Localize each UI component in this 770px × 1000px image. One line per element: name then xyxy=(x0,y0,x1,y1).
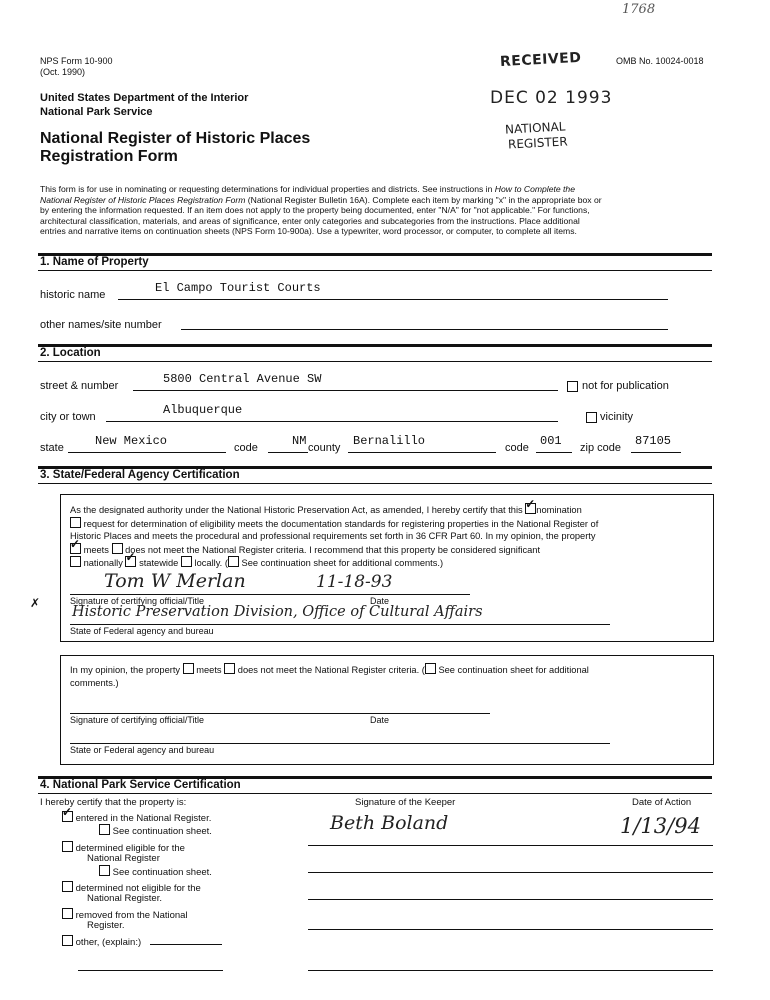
section2-heading: 2. Location xyxy=(40,347,101,359)
removed-label-2: Register. xyxy=(87,920,125,931)
see-continuation-label: See continuation sheet. xyxy=(112,867,212,878)
historic-name-value[interactable]: El Campo Tourist Courts xyxy=(155,281,321,295)
determined-eligible-label: determined eligible for the xyxy=(75,843,185,854)
vicinity-label: vicinity xyxy=(600,411,634,423)
date-label: Date xyxy=(370,596,390,606)
not-eligible-label-2: National Register. xyxy=(87,893,162,904)
opinion-text-part: comments.) xyxy=(70,677,119,688)
service-name: National Park Service xyxy=(40,106,153,118)
see-continuation-checkbox-2[interactable] xyxy=(99,865,110,876)
opinion-continuation-checkbox[interactable] xyxy=(425,663,436,674)
not-eligible-label: determined not eligible for the xyxy=(75,883,201,894)
determined-eligible-label-2: National Register xyxy=(87,853,160,864)
request-determination-checkbox[interactable] xyxy=(70,517,81,528)
agency-handwritten: Historic Preservation Division, Office of Cultural Affairs xyxy=(72,604,483,620)
agency-line-2 xyxy=(70,743,610,744)
instr-text: This form is for use in nominating or requesting determinations for individual properties and districts. See instructions in xyxy=(40,184,495,194)
cert-text: does not meet the National Register criteria. I recommend that this property be considered significant xyxy=(125,544,541,555)
locally-label: locally. ( xyxy=(194,558,228,569)
other-names-label: other names/site number xyxy=(40,319,162,331)
does-not-meet-checkbox[interactable] xyxy=(112,543,123,554)
instr-text: by entering the information requested. If an item does not apply to the property being documented, enter "N/A" for "not applicable." For functions, xyxy=(40,205,590,215)
section3-heading: 3. State/Federal Agency Certification xyxy=(40,469,240,481)
omb-number: OMB No. 10024-0018 xyxy=(616,56,704,66)
signature-label-2: Signature of certifying official/Title xyxy=(70,715,205,725)
county-code-label: code xyxy=(505,442,529,454)
margin-mark: ✗ xyxy=(30,596,41,610)
zip-label: zip code xyxy=(580,442,621,454)
keeper-line-3 xyxy=(308,899,713,900)
meets-checkbox[interactable] xyxy=(70,543,81,554)
vicinity-checkbox[interactable] xyxy=(586,412,597,423)
agency-label-2: State or Federal agency and bureau xyxy=(70,745,215,755)
nationally-label: nationally xyxy=(83,558,123,569)
keeper-line-5 xyxy=(308,970,713,971)
stamp-national: NATIONAL xyxy=(504,119,566,137)
action-date-value: 1/13/94 xyxy=(620,814,701,838)
nomination-label: nomination xyxy=(536,505,582,515)
meets-label: meets xyxy=(83,544,109,555)
zip-value[interactable]: 87105 xyxy=(635,434,672,448)
keeper-label: Signature of the Keeper xyxy=(355,797,456,808)
agency-line xyxy=(70,624,610,625)
opinion-text-part: does not meet the National Register criteria. ( xyxy=(237,665,425,675)
nomination-checkbox[interactable] xyxy=(525,503,536,514)
locally-checkbox[interactable] xyxy=(181,556,192,567)
entered-checkbox[interactable] xyxy=(62,811,73,822)
instr-text: entries and narrative items on continuation sheets (NPS Form 10-900a). Use a typewriter, word processor, or computer, to complete all items. xyxy=(40,226,577,236)
city-line xyxy=(106,421,558,422)
historic-name-line xyxy=(118,299,668,300)
street-value[interactable]: 5800 Central Avenue SW xyxy=(163,372,322,386)
signature-line xyxy=(70,594,470,595)
corner-note: 1768 xyxy=(622,2,656,17)
statewide-checkbox[interactable] xyxy=(125,556,136,567)
street-line xyxy=(133,390,558,391)
state-label: state xyxy=(40,442,64,454)
section-rule xyxy=(38,483,712,484)
continuation-checkbox[interactable] xyxy=(228,556,239,567)
other-names-line xyxy=(181,329,668,330)
state-code-line xyxy=(268,452,308,453)
not-for-publication-checkbox[interactable] xyxy=(567,381,578,392)
signature-label: Signature of certifying official/Title xyxy=(70,596,205,606)
signature-line-2 xyxy=(70,713,490,714)
keeper-signature: Beth Boland xyxy=(330,812,449,834)
zip-line xyxy=(631,452,681,453)
section4-heading: 4. National Park Service Certification xyxy=(40,779,241,791)
opinion-meets-checkbox[interactable] xyxy=(183,663,194,674)
cert-text: Historic Places and meets the procedural and professional requirements set forth in 36 CFR Part 60. In my opinion, the property xyxy=(70,531,596,542)
state-code-label: code xyxy=(234,442,258,454)
other-explain-line xyxy=(150,944,222,945)
received-stamp: RECEIVED xyxy=(499,49,582,71)
county-label: county xyxy=(308,442,341,454)
city-value[interactable]: Albuquerque xyxy=(163,403,243,417)
certification-text xyxy=(70,503,598,570)
city-label: city or town xyxy=(40,411,96,423)
department-name: United States Department of the Interior xyxy=(40,92,249,104)
instructions xyxy=(40,184,730,237)
other-explain-line-2 xyxy=(78,970,223,971)
certify-label: I hereby certify that the property is: xyxy=(40,797,187,808)
see-continuation-label: See continuation sheet. xyxy=(112,826,212,837)
instr-text: (National Register Bulletin 16A). Complete each item by marking "x" in the appropriate box or xyxy=(245,194,602,205)
instr-text: architectural classification, materials, and areas of significance, enter only categories and subcategories from the instructions. Place additional xyxy=(40,215,580,226)
determined-eligible-checkbox[interactable] xyxy=(62,841,73,852)
removed-checkbox[interactable] xyxy=(62,908,73,919)
see-continuation-checkbox-1[interactable] xyxy=(99,824,110,835)
form-number: NPS Form 10-900 xyxy=(40,56,113,66)
entered-label: entered in the National Register. xyxy=(75,813,212,824)
date-label-2: Date xyxy=(370,715,390,725)
historic-name-label: historic name xyxy=(40,289,106,301)
form-date: (Oct. 1990) xyxy=(40,67,86,77)
stamp-date: DEC 02 1993 xyxy=(490,88,613,108)
opinion-not-meet-checkbox[interactable] xyxy=(224,663,235,674)
street-label: street & number xyxy=(40,380,119,392)
keeper-line-2 xyxy=(308,872,713,873)
certifying-signature: Tom W Merlan xyxy=(104,570,246,592)
form-id xyxy=(40,56,113,78)
nationally-checkbox[interactable] xyxy=(70,556,81,567)
section1-heading: 1. Name of Property xyxy=(40,256,149,268)
cert-text: request for determination of eligibility meets the documentation standards for registering properties in the National Register of xyxy=(83,518,599,529)
title-line-2: Registration Form xyxy=(40,148,178,165)
section-rule xyxy=(38,361,712,362)
instr-italic: National Register of Historic Places Registration Form xyxy=(40,194,246,205)
section-rule xyxy=(38,793,712,794)
removed-label: removed from the National xyxy=(75,910,188,921)
county-code-value[interactable]: 001 xyxy=(540,434,562,448)
county-value[interactable]: Bernalillo xyxy=(353,434,426,448)
state-line xyxy=(68,452,226,453)
opinion-text-part: See continuation sheet for additional xyxy=(438,665,589,675)
title-line-1: National Register of Historic Places xyxy=(40,130,311,147)
other-label: other, (explain:) xyxy=(75,937,142,948)
agency-label: State of Federal agency and bureau xyxy=(70,626,214,636)
section-rule xyxy=(38,270,712,271)
stamp-register: REGISTER xyxy=(507,134,568,152)
action-date-label: Date of Action xyxy=(632,797,692,808)
opinion-meets-label: meets xyxy=(196,665,222,675)
keeper-line-1 xyxy=(308,845,713,846)
agency-header xyxy=(40,91,248,119)
opinion-text-part: In my opinion, the property xyxy=(70,665,181,675)
opinion-text xyxy=(70,663,589,689)
not-for-publication-label: not for publication xyxy=(582,380,669,392)
state-code-value[interactable]: NM xyxy=(292,434,307,448)
keeper-line-4 xyxy=(308,929,713,930)
cert-text: See continuation sheet for additional comments.) xyxy=(241,558,444,569)
instr-italic: How to Complete the xyxy=(494,184,575,194)
cert-text: As the designated authority under the National Historic Preservation Act, as amended, I hereby certify that this xyxy=(70,505,523,515)
county-code-line xyxy=(536,452,572,453)
state-value[interactable]: New Mexico xyxy=(95,434,168,448)
form-title xyxy=(40,130,310,166)
certifying-date: 11-18-93 xyxy=(316,572,393,592)
other-checkbox[interactable] xyxy=(62,935,73,946)
county-line xyxy=(348,452,496,453)
statewide-label: statewide xyxy=(139,558,179,569)
section-rule xyxy=(38,344,712,347)
not-eligible-checkbox[interactable] xyxy=(62,881,73,892)
